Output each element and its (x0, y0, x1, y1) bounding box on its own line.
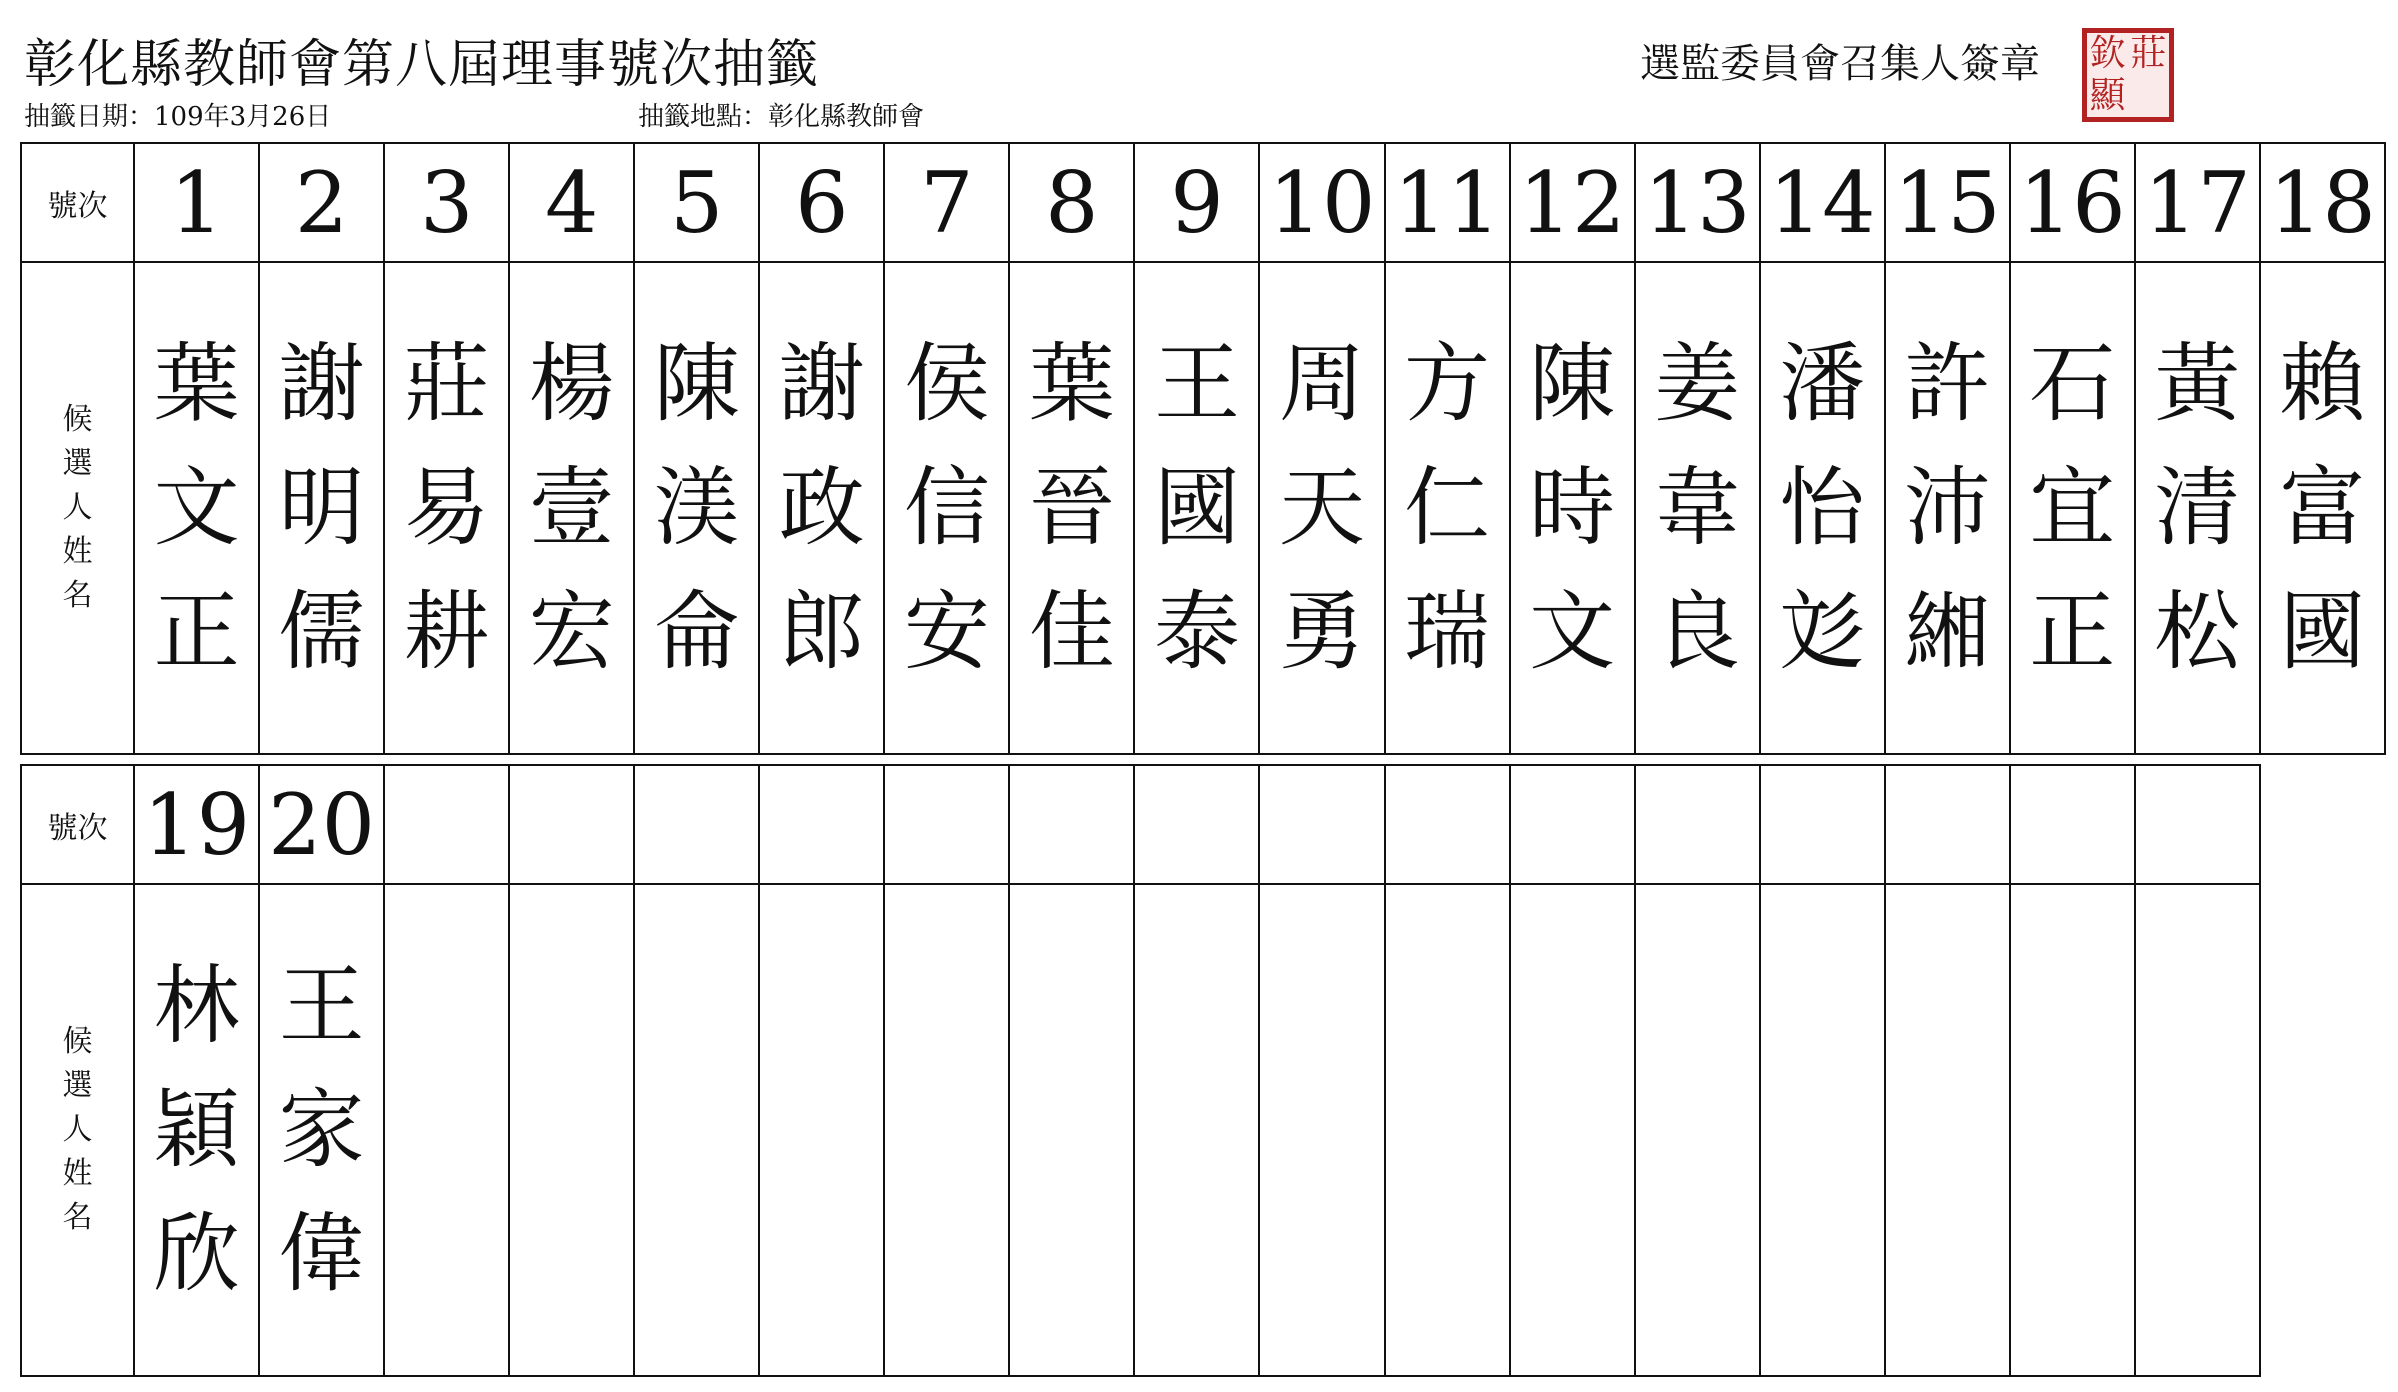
page-title: 彰化縣教師會第八屆理事號次抽籤 (24, 35, 820, 95)
candidate-number-cell (1635, 765, 1760, 884)
candidate-name-cell: 石 宜 正 (2010, 262, 2135, 754)
candidate-number-cell (1009, 765, 1134, 884)
candidate-name-cell (1134, 884, 1259, 1376)
candidate-number-cell: 1 (134, 143, 259, 262)
candidate-number-cell: 4 (509, 143, 634, 262)
red-seal-stamp: 欽 莊 顯 (2082, 28, 2174, 122)
candidate-number-cell (509, 765, 634, 884)
name-row-label: 候 選 人 姓 名 (21, 884, 134, 1376)
candidate-name-cell: 許 沛 緗 (1885, 262, 2010, 754)
candidate-name-cell: 侯 信 安 (884, 262, 1009, 754)
candidate-number-cell: 16 (2010, 143, 2135, 262)
name-row (21, 884, 2260, 1376)
candidate-number-cell: 10 (1259, 143, 1384, 262)
name-row (21, 262, 2385, 754)
number-row-label: 號次 (21, 143, 134, 262)
candidate-number-cell: 15 (1885, 143, 2010, 262)
candidate-name-cell: 王 國 泰 (1134, 262, 1259, 754)
candidate-number-cell: 5 (634, 143, 759, 262)
candidate-name-cell: 潘 怡 彣 (1760, 262, 1885, 754)
candidate-number-cell (1259, 765, 1384, 884)
candidate-number-cell (384, 765, 509, 884)
candidate-name-cell (1885, 884, 2010, 1376)
candidate-name-cell (1385, 884, 1510, 1376)
candidate-name-cell: 賴 富 國 (2260, 262, 2385, 754)
candidate-number-cell (759, 765, 884, 884)
draw-location: 抽籤地點：彰化縣教師會 (638, 102, 925, 132)
candidate-name-cell (1760, 884, 1885, 1376)
candidate-name-cell: 謝 明 儒 (259, 262, 384, 754)
candidate-name-cell: 姜 韋 良 (1635, 262, 1760, 754)
signature-label: 選監委員會召集人簽章 (1640, 41, 2040, 87)
candidate-name-cell (1510, 884, 1635, 1376)
candidate-name-cell: 陳 渼 侖 (634, 262, 759, 754)
candidate-name-cell: 葉 晉 佳 (1009, 262, 1134, 754)
candidate-number-cell (1885, 765, 2010, 884)
candidate-name-cell: 黃 清 松 (2135, 262, 2260, 754)
candidate-name-cell (1009, 884, 1134, 1376)
candidate-name-cell: 林 穎 欣 (134, 884, 259, 1376)
candidate-number-cell: 3 (384, 143, 509, 262)
candidate-number-cell: 7 (884, 143, 1009, 262)
candidate-number-cell: 11 (1385, 143, 1510, 262)
candidate-name-cell: 周 天 勇 (1259, 262, 1384, 754)
candidate-number-cell: 2 (259, 143, 384, 262)
candidate-name-cell: 方 仁 瑞 (1385, 262, 1510, 754)
candidate-name-cell: 王 家 偉 (259, 884, 384, 1376)
number-row-label: 號次 (21, 765, 134, 884)
candidate-name-cell (759, 884, 884, 1376)
candidate-table-bottom (20, 764, 2261, 1377)
candidate-table-top (20, 142, 2386, 755)
candidate-name-cell (884, 884, 1009, 1376)
candidate-number-cell: 8 (1009, 143, 1134, 262)
candidate-number-cell (1510, 765, 1635, 884)
candidate-number-cell (2010, 765, 2135, 884)
candidate-name-cell (1635, 884, 1760, 1376)
name-row-label: 候 選 人 姓 名 (21, 262, 134, 754)
candidate-number-cell: 17 (2135, 143, 2260, 262)
draw-date: 抽籤日期：109年3月26日 (24, 102, 332, 132)
candidate-name-cell (2010, 884, 2135, 1376)
candidate-number-cell (1385, 765, 1510, 884)
candidate-name-cell (2135, 884, 2260, 1376)
candidate-number-cell: 20 (259, 765, 384, 884)
number-row (21, 765, 2260, 884)
candidate-number-cell: 18 (2260, 143, 2385, 262)
candidate-number-cell: 19 (134, 765, 259, 884)
candidate-number-cell: 13 (1635, 143, 1760, 262)
candidate-name-cell: 謝 政 郎 (759, 262, 884, 754)
candidate-name-cell (1259, 884, 1384, 1376)
candidate-number-cell (884, 765, 1009, 884)
candidate-name-cell (384, 884, 509, 1376)
candidate-number-cell: 12 (1510, 143, 1635, 262)
candidate-number-cell (634, 765, 759, 884)
candidate-number-cell: 9 (1134, 143, 1259, 262)
candidate-number-cell (1134, 765, 1259, 884)
candidate-number-cell: 6 (759, 143, 884, 262)
candidate-name-cell: 葉 文 正 (134, 262, 259, 754)
candidate-name-cell: 陳 時 文 (1510, 262, 1635, 754)
candidate-number-cell: 14 (1760, 143, 1885, 262)
candidate-name-cell (634, 884, 759, 1376)
candidate-number-cell (2135, 765, 2260, 884)
candidate-name-cell: 莊 易 耕 (384, 262, 509, 754)
candidate-name-cell: 楊 壹 宏 (509, 262, 634, 754)
candidate-number-cell (1760, 765, 1885, 884)
candidate-name-cell (509, 884, 634, 1376)
number-row (21, 143, 2385, 262)
